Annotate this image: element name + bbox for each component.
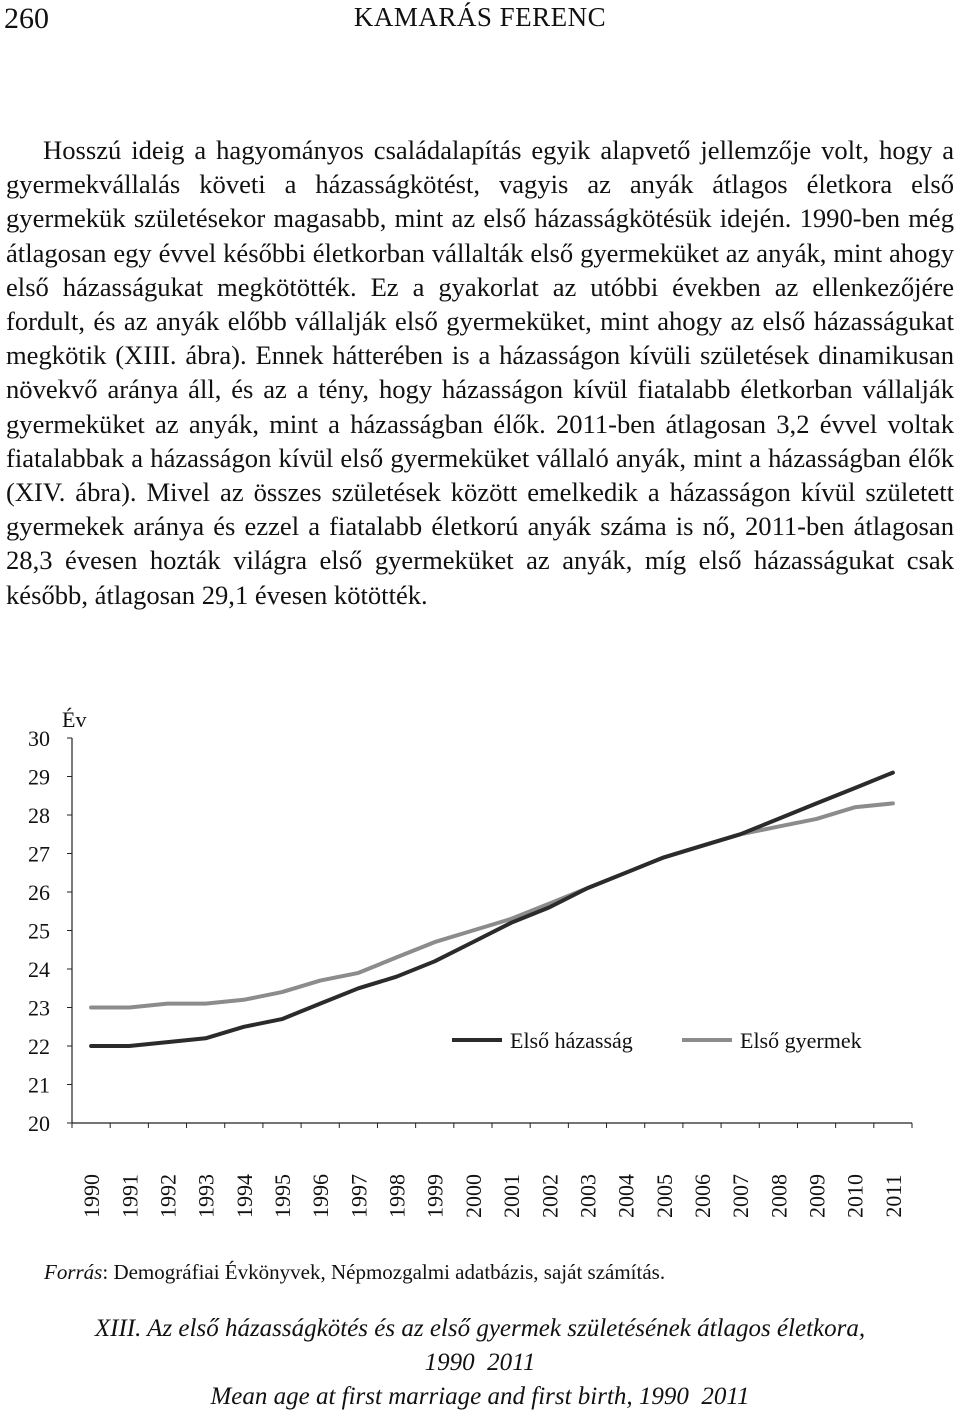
caption-line-1: XIII. Az első házasságkötés és az első gyermek születésének átlagos életkora, <box>94 1315 866 1342</box>
chart-series <box>91 773 893 1046</box>
x-tick-label: 1993 <box>193 1174 219 1218</box>
figure-caption <box>0 1312 960 1414</box>
y-tick-label: 29 <box>28 764 50 790</box>
caption-line-3: Mean age at first marriage and first birth, 1990 2011 <box>210 1383 750 1410</box>
y-tick-label: 25 <box>28 918 50 944</box>
x-tick-label: 2010 <box>842 1174 868 1218</box>
y-tick-label: 26 <box>28 880 50 905</box>
series-line-2 <box>91 803 893 1007</box>
y-tick-label: 20 <box>28 1111 50 1136</box>
running-title: KAMARÁS FERENC <box>353 2 607 32</box>
y-tick-label: 28 <box>28 803 50 828</box>
x-tick-label: 2011 <box>880 1174 906 1218</box>
body-text <box>6 133 954 612</box>
chart-legend <box>452 1028 862 1053</box>
x-tick-label: 2008 <box>766 1174 792 1218</box>
source-text: : Demográfiai Évkönyvek, Népmozgalmi adatbázis, saját számítás. <box>102 1260 666 1284</box>
x-tick-label: 1995 <box>270 1174 295 1218</box>
page-number: 260 <box>4 2 49 35</box>
x-tick-label: 2006 <box>690 1174 715 1218</box>
x-tick-label: 2004 <box>613 1174 639 1218</box>
x-tick-label: 1996 <box>308 1174 334 1218</box>
x-tick-label: 2009 <box>804 1174 830 1218</box>
x-tick-label: 2002 <box>537 1174 563 1218</box>
y-tick-label: 30 <box>28 726 50 751</box>
page-header <box>0 0 960 45</box>
chart-ticks <box>28 726 912 1218</box>
x-tick-label: 2007 <box>728 1174 754 1218</box>
legend-label-2: Első gyermek <box>740 1028 862 1053</box>
y-tick-label: 24 <box>28 957 50 982</box>
x-tick-label: 2000 <box>460 1174 486 1218</box>
y-tick-label: 21 <box>28 1072 50 1098</box>
x-tick-label: 1997 <box>346 1174 372 1218</box>
x-tick-label: 2003 <box>575 1174 601 1218</box>
x-tick-label: 1992 <box>155 1174 181 1218</box>
body-paragraph: Hosszú ideig a hagyományos családalapítás egyik alapvető jellemzője volt, hogy a gyermekvállalás követi a házasságkötést, vagyis az anyák átlagos életkora első gyermekük születésekor magasabb, mint az első házasságkötésük idején. 1990-ben még átlagosan egy évvel későbbi életkorban vállalták első gyermeküket az anyák, mint ahogy első házasságukat megkötötték. Ez a gyakorlat az utóbbi években az ellenkezőjére fordult, és az anyák előbb vállalják első gyermeküket, mint ahogy az első házasságukat megkötik (XIII. ábra). Ennek hátterében is a házasságon kívüli születések dinamikusan növekvő aránya áll, és az a tény, hogy házasságon kívül fiatalabb életkorban vállalják gyermeküket az anyák, mint a házasságban élők. 2011-ben átlagosan 3,2 évvel voltak fiatalabbak a házasságon kívül első gyermeküket vállaló anyák, mint a házasságban élők (XIV. ábra). Mivel az összes születések között emelkedik a házasságon kívül született gyermekek aránya és ezzel a fiatalabb életkorú anyák száma is nő, 2011-ben átlagosan 28,3 évesen hozták világra első gyermeküket az anyák, míg első házasságukat csak később, átlagosan 29,1 évesen kötötték. <box>6 135 954 610</box>
line-chart <box>0 700 960 1245</box>
y-tick-label: 27 <box>28 841 50 867</box>
x-tick-label: 1999 <box>422 1174 448 1218</box>
y-axis-label: Év <box>62 707 87 732</box>
x-tick-label: 2001 <box>499 1174 525 1218</box>
source-note <box>44 1260 665 1285</box>
x-tick-label: 1998 <box>384 1174 410 1218</box>
x-tick-label: 1994 <box>231 1174 257 1218</box>
y-tick-label: 23 <box>28 995 50 1021</box>
x-tick-label: 2005 <box>651 1174 677 1218</box>
y-tick-label: 22 <box>28 1034 50 1059</box>
x-tick-label: 1990 <box>79 1174 105 1218</box>
source-label: Forrás <box>44 1260 103 1284</box>
caption-line-2: 1990 2011 <box>424 1349 536 1376</box>
legend-label-1: Első házasság <box>510 1028 633 1053</box>
x-tick-label: 1991 <box>117 1174 143 1218</box>
